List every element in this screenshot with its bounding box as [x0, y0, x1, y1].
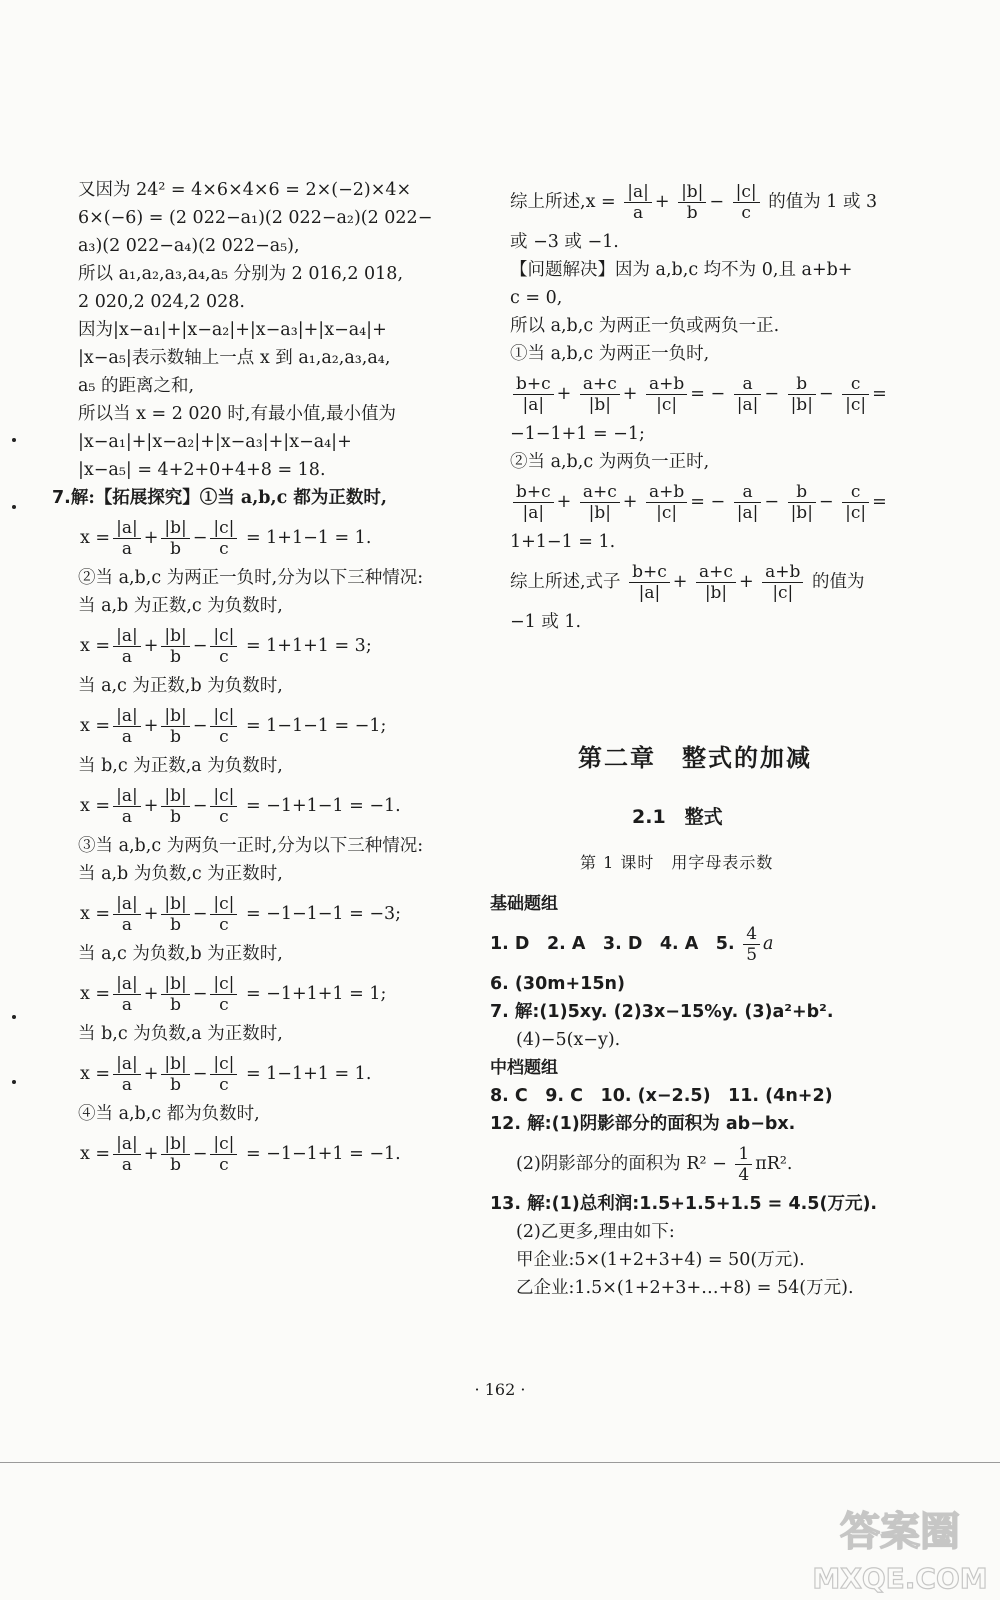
page-number: · 162 · [474, 1380, 526, 1399]
answers-block [490, 890, 910, 1302]
watermark-logo [805, 1500, 995, 1595]
formula-line: x = $\frac{|a|}{a}$ + $\frac{|b|}{b}$ − $\frac{|c|}{c}$ = −1+1−1 = −1. [80, 786, 401, 827]
text-line: a₅ 的距离之和, [78, 376, 195, 396]
formula-result: = −1+1+1 = 1; [240, 984, 387, 1004]
problem-line-3: 所以 a,b,c 为两正一负或两负一正. [510, 316, 780, 336]
left-column [52, 176, 478, 1180]
case-2-result: 1+1−1 = 1. [510, 532, 616, 552]
question-line [52, 484, 478, 512]
group-basic-heading: 基础题组 [490, 894, 558, 914]
basic-line-4: (4)−5(x−y). [516, 1030, 621, 1050]
abs-a-over-a: $\frac{|a|}{a}$ [624, 182, 652, 223]
text-line: 当 b,c 为负数,a 为正数时, [78, 1024, 283, 1044]
chapter-title: 第二章 整式的加减 [578, 743, 812, 772]
abs-b-over-b: $\frac{|b|}{b}$ [678, 182, 706, 223]
formula-line: x = $\frac{|a|}{a}$ + $\frac{|b|}{b}$ − $\frac{|c|}{c}$ = 1+1−1 = 1. [80, 518, 372, 559]
mid-line-2: 12. 解:(1)阴影部分的面积为 ab−bx. [490, 1114, 796, 1134]
formula-result: = 1+1−1 = 1. [240, 528, 372, 548]
margin-dot [12, 505, 16, 509]
margin-dot [12, 438, 16, 442]
section-title: 2.1 整式 [632, 806, 723, 828]
text-line: 当 b,c 为正数,a 为负数时, [78, 756, 283, 776]
text-line: a₃)(2 022−a₄)(2 022−a₅), [78, 236, 300, 256]
summary-line-1: 综上所述,x = $\frac{|a|}{a}$ + $\frac{|b|}{b}$ − $\frac{|c|}{c}$ 的值为 1 或 3 [510, 182, 878, 223]
mid-line-3: (2)阴影部分的面积为 R² − $\frac{1}{4}$ πR². [516, 1144, 793, 1185]
text-line: |x−a₅| = 4+2+0+4+8 = 18. [78, 460, 326, 480]
mid-line-7: 乙企业:1.5×(1+2+3+…+8) = 54(万元). [516, 1278, 854, 1298]
case-1-formula: $\frac{b+c}{|a|}$ + $\frac{a+c}{|b|}$ + $\frac{a+b}{|c|}$ = − $\frac{a}{|a|}$ − $\frac{b}{|b|}$ − $\frac{c}{|c|}$ = [510, 368, 910, 420]
formula-result: = 1+1+1 = 3; [240, 636, 372, 656]
mid-line-6: 甲企业:5×(1+2+3+4) = 50(万元). [516, 1250, 805, 1270]
formula-result: = −1−1−1 = −3; [240, 904, 402, 924]
formula-line: x = $\frac{|a|}{a}$ + $\frac{|b|}{b}$ − $\frac{|c|}{c}$ = 1−1−1 = −1; [80, 706, 387, 747]
summary1-post: 的值为 1 或 3 [768, 192, 878, 212]
question-number: 7. [52, 488, 71, 508]
text-line: |x−a₁|+|x−a₂|+|x−a₃|+|x−a₄|+ [78, 432, 352, 452]
right-column [510, 176, 910, 636]
text-line: |x−a₅|表示数轴上一点 x 到 a₁,a₂,a₃,a₄, [78, 348, 391, 368]
summary-line-1-tail: 或 −3 或 −1. [510, 232, 619, 252]
text-line: 6×(−6) = (2 022−a₁)(2 022−a₂)(2 022− [78, 208, 433, 228]
abs-c-over-c: $\frac{|c|}{c}$ [733, 182, 760, 223]
mid-line-1: 8. C 9. C 10. (x−2.5) 11. (4n+2) [490, 1086, 833, 1106]
basic-line-3: 7. 解:(1)5xy. (2)3x−15%y. (3)a²+b². [490, 1002, 834, 1022]
text-line: 因为|x−a₁|+|x−a₂|+|x−a₃|+|x−a₄|+ [78, 320, 387, 340]
summary-line-2-tail: −1 或 1. [510, 612, 582, 632]
watermark-top: 答案圈 [840, 1509, 960, 1555]
formula-line: x = $\frac{|a|}{a}$ + $\frac{|b|}{b}$ − $\frac{|c|}{c}$ = −1−1+1 = −1. [80, 1134, 401, 1175]
case-1-result: −1−1+1 = −1; [510, 424, 645, 444]
text-line: 2 020,2 024,2 028. [78, 292, 245, 312]
summary1-pre: 综上所述, [510, 192, 586, 212]
case-1-label: ①当 a,b,c 为两正一负时, [510, 344, 710, 364]
text-line: ②当 a,b,c 为两正一负时,分为以下三种情况: [78, 568, 424, 588]
summary2-pre: 综上所述,式子 [510, 572, 621, 592]
text-line: 当 a,c 为正数,b 为负数时, [78, 676, 283, 696]
summary-line-2: 综上所述,式子 $\frac{b+c}{|a|}$ + $\frac{a+c}{|b|}$ + $\frac{a+b}{|c|}$ 的值为 [510, 562, 865, 603]
formula-result: = 1−1−1 = −1; [240, 716, 387, 736]
problem-line-1: 【问题解决】因为 a,b,c 均不为 0,且 a+b+ [510, 260, 853, 280]
text-line: ④当 a,b,c 都为负数时, [78, 1104, 260, 1124]
case-2-formula: $\frac{b+c}{|a|}$ + $\frac{a+c}{|b|}$ + $\frac{a+b}{|c|}$ = − $\frac{a}{|a|}$ − $\frac{b}{|b|}$ − $\frac{c}{|c|}$ = [510, 476, 910, 528]
formula-result: = −1+1−1 = −1. [240, 796, 401, 816]
q5-fraction: $\frac{4}{5}$ [743, 924, 760, 965]
text-line: 当 a,b 为负数,c 为正数时, [78, 864, 283, 884]
summary2-post: 的值为 [812, 572, 865, 592]
problem-line-2: c = 0, [510, 288, 563, 308]
mid-line-5: (2)乙更多,理由如下: [516, 1222, 675, 1242]
margin-dot [12, 1015, 16, 1019]
formula-result: = −1−1+1 = −1. [240, 1144, 401, 1164]
lesson-title: 第 1 课时 用字母表示数 [580, 853, 774, 872]
mid-line-4: 13. 解:(1)总利润:1.5+1.5+1.5 = 4.5(万元). [490, 1194, 878, 1214]
formula-line: x = $\frac{|a|}{a}$ + $\frac{|b|}{b}$ − $\frac{|c|}{c}$ = 1+1+1 = 3; [80, 626, 372, 667]
text-line: ③当 a,b,c 为两负一正时,分为以下三种情况: [78, 836, 424, 856]
text-line: 当 a,c 为负数,b 为正数时, [78, 944, 283, 964]
case-2-label: ②当 a,b,c 为两负一正时, [510, 452, 710, 472]
watermark-bottom: MXQE.COM [812, 1562, 988, 1595]
bottom-rule [0, 1462, 1000, 1463]
formula-line: x = $\frac{|a|}{a}$ + $\frac{|b|}{b}$ − $\frac{|c|}{c}$ = −1+1+1 = 1; [80, 974, 387, 1015]
basic-line-1: 1. D 2. A 3. D 4. A 5. $\frac{4}{5}$ a [490, 924, 774, 965]
margin-dot [12, 1080, 16, 1084]
group-mid-heading: 中档题组 [490, 1058, 558, 1078]
basic-line-2: 6. (30m+15n) [490, 974, 625, 994]
text-line: 当 a,b 为正数,c 为负数时, [78, 596, 283, 616]
text-line: 所以当 x = 2 020 时,有最小值,最小值为 [78, 404, 397, 424]
question-text: 解:【拓展探究】①当 a,b,c 都为正数时, [70, 488, 387, 508]
formula-line: x = $\frac{|a|}{a}$ + $\frac{|b|}{b}$ − $\frac{|c|}{c}$ = 1−1+1 = 1. [80, 1054, 372, 1095]
formula-line: x = $\frac{|a|}{a}$ + $\frac{|b|}{b}$ − $\frac{|c|}{c}$ = −1−1−1 = −3; [80, 894, 402, 935]
text-line: 所以 a₁,a₂,a₃,a₄,a₅ 分别为 2 016,2 018, [78, 264, 404, 284]
text-line: 又因为 24² = 4×6×4×6 = 2×(−2)×4× [78, 180, 412, 200]
formula-result: = 1−1+1 = 1. [240, 1064, 372, 1084]
